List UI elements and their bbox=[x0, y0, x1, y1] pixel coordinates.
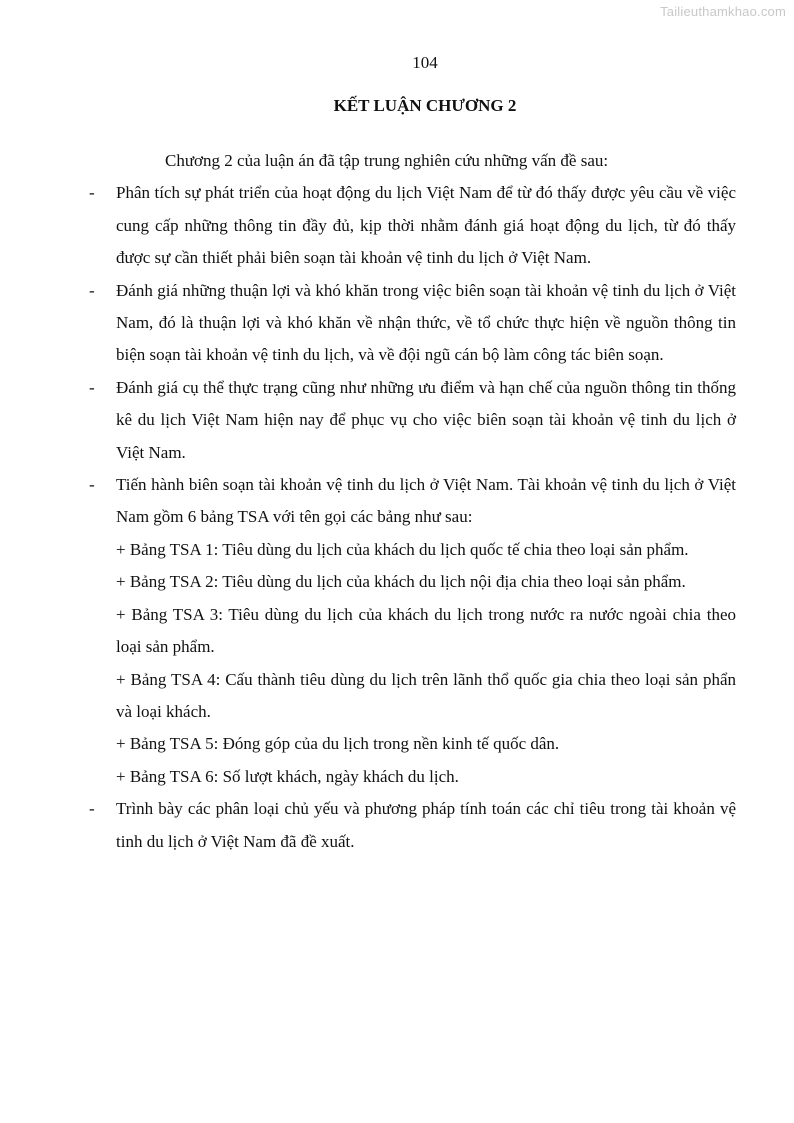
bullet-item bbox=[0, 275, 794, 372]
bullet-item bbox=[0, 372, 794, 469]
dash-marker: - bbox=[89, 475, 95, 495]
tsa-table-item: + Bảng TSA 1: Tiêu dùng du lịch của khách du lịch quốc tế chia theo loại sản phẩm. bbox=[116, 539, 689, 559]
tsa-table-item: + Bảng TSA 2: Tiêu dùng du lịch của khách du lịch nội địa chia theo loại sản phẩm. bbox=[116, 572, 686, 592]
bullet-text: Trình bày các phân loại chủ yếu và phương pháp tính toán các chỉ tiêu trong tài khoản vệ tinh du lịch ở Việt Nam đã đề xuất. bbox=[116, 799, 736, 851]
tsa-table-item: + Bảng TSA 3: Tiêu dùng du lịch của khách du lịch trong nước ra nước ngoài chia theo loại sản phẩm. bbox=[116, 604, 736, 657]
bullet-text: Phân tích sự phát triển của hoạt động du lịch Việt Nam để từ đó thấy được yêu cầu về việc cung cấp những thông tin đầy đủ, kịp thời nhằm đánh giá hoạt động du lịch, từ đó thấy được sự cần thiết phải biên soạn tài khoản vệ tinh du lịch ở Việt Nam. bbox=[116, 183, 736, 268]
intro-paragraph: Chương 2 của luận án đã tập trung nghiên cứu những vấn đề sau: bbox=[165, 151, 609, 170]
tsa-table-item: + Bảng TSA 4: Cấu thành tiêu dùng du lịch trên lãnh thổ quốc gia chia theo loại sản phẩn và loại khách. bbox=[116, 669, 736, 721]
dash-marker: - bbox=[89, 183, 95, 203]
bullet-item bbox=[0, 469, 794, 534]
page-number: 104 bbox=[412, 53, 438, 72]
watermark: Tailieuthamkhao.com bbox=[660, 4, 786, 19]
bullet-text: Đánh giá cụ thể thực trạng cũng như những ưu điểm và hạn chế của nguồn thông tin thống kê du lịch Việt Nam hiện nay để phục vụ cho việc biên soạn tài khoản vệ tinh du lịch ở Việt Nam. bbox=[116, 377, 736, 462]
bullet-item bbox=[0, 177, 794, 274]
tsa-table-item: + Bảng TSA 5: Đóng góp của du lịch trong nền kinh tế quốc dân. bbox=[116, 734, 560, 754]
document-body bbox=[0, 145, 794, 858]
bullet-text: Tiến hành biên soạn tài khoản vệ tinh du lịch ở Việt Nam. Tài khoản vệ tinh du lịch ở Việt Nam gồm 6 bảng TSA với tên gọi các bảng như sau: bbox=[116, 475, 736, 527]
tsa-table-item: + Bảng TSA 6: Số lượt khách, ngày khách du lịch. bbox=[116, 766, 459, 786]
bullet-text: Đánh giá những thuận lợi và khó khăn trong việc biên soạn tài khoản vệ tinh du lịch ở Việt Nam, đó là thuận lợi và khó khăn về nhận thức, về tổ chức thực hiện về nguồn thông tin biện soạn tài khoản vệ tinh du lịch, và về đội ngũ cán bộ làm công tác biên soạn. bbox=[116, 280, 736, 365]
dash-marker: - bbox=[89, 377, 95, 397]
dash-marker: - bbox=[89, 280, 95, 300]
bullet-item bbox=[0, 793, 794, 858]
chapter-title: KẾT LUẬN CHƯƠNG 2 bbox=[333, 96, 517, 115]
dash-marker: - bbox=[89, 799, 95, 819]
